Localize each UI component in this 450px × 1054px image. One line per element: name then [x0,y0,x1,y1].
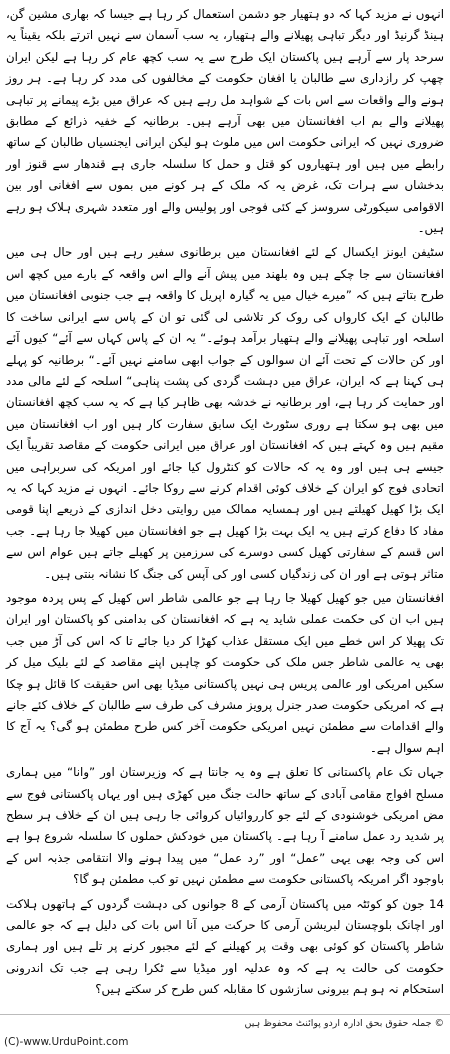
article-paragraph-2: سٹیفن ایونز ایکسال کے لئے افغانستان میں برطانوی سفیر رہے ہیں اور حال ہی میں افغانستان سے جا چکے ہیں وہ بلھند میں پیش آنے والے اس واقعہ کے بارے میں کچھ اس طرح بتاتے ہیں کہ ”میرے خیال میں یہ گیارہ اپریل کا واقعہ ہے جب جنوبی افغانستان میں طالبان کے ایک کارواں کی روک کر تلاشی لی گئی تو ان کے پاس سے ایرانی ساخت کا اسلحہ اور تباہی پھیلانے والے ہتھیار برآمد ہوئے۔“ یہ ان کے پاس کہاں سے آئے“ کیوں آئے اور کن حالات کے تحت آئے ان سوالوں کے جواب ابھی سامنے نہیں آئے۔“ برطانیہ کو پہلے ہی کہنا ہے کہ ایران، عراق میں دہشت گردی کی پشت پناہی“ اسلحہ کے لئے مالی مدد اور حمایت کر رہا ہے، اور برطانیہ نے خدشہ بھی ظاہر کیا ہے کہ یہ سب کچھ افغانستان میں بھی ہو سکتا ہے روری سٹورٹ ایک سابق سفارت کار ہیں اور اب افغانستان میں مقیم ہیں وہ کہتے ہیں کہ افغانستان اور عراق میں ایرانی حکومت کے مقاصد تقریباً ایک جیسے ہی ہیں اور وہ یہ کہ حالات کو کنٹرول کیا جائے اور امریکہ کی سربراہی میں اتحادی فوج کو ایران کے خلاف کوئی اقدام کرنے سے روکا جائے۔ انہوں نے مزید کہا کہ یہ ایک بڑا کھیل کھیلتے ہیں اور ہمسایہ ممالک میں روایتی دخل اندازی کے ذریعے اپنا قومی مفاد کا دفاع کرتے ہیں یہ ایک بہت بڑا کھیل ہے جو افغانستان میں کھیلا جا رہا ہے۔ جب اس قسم کے سفارتی کھیل کسی دوسرے کی سرزمین پر کھیلے جاتے ہیں عوام اس سے متاثر ہوتی ہے اور ان کی زندگیاں کسی اور کی آپس کی جنگ کا نشانہ بنتی ہیں۔ [6,245,444,581]
article-paragraph-4: جہاں تک عام پاکستانی کا تعلق ہے وہ یہ جانتا ہے کہ وزیرستان اور ”وانا“ میں ہماری مسلح افواج مقامی آبادی کے ساتھ حالت جنگ میں کھڑی ہیں اور یہاں پاکستانی فوج سے مض امریکی خوشنودی کے لئے جو کارروائیاں کروائی جا رہی ہیں ان کے خلاف ہر سطح پر شدید رد عمل سامنے آ رہا ہے۔ پاکستان میں خودکش حملوں کا سلسلہ شروع ہوا ہے اس کی وجہ بھی یہی ”عمل“ اور ”رد عمل“ میں پیدا ہونے والا انتقامی جذبہ اس کے باوجود اگر امریکہ پاکستانی حکومت سے مطمئن نہیں تو کب مطمئن ہو گا؟ [6,765,444,887]
article-paragraph-5: 14 جون کو کوئٹہ میں پاکستان آرمی کے 8 جوانوں کی دہشت گردوں کے ہاتھوں ہلاکت اور اچانک بلوچستان لبریشن آرمی کا حرکت میں آنا اس بات کی دلیل ہے کہ جو عالمی شاطر پاکستان کو کوئی بھی وقت پر کھیلنے کے لئے مجبور کرنے پر تلے ہیں اور ہماری حکومت کی حالت یہ ہے کہ وہ عدلیہ اور میڈیا سے ٹکرا رہی ہے جب تک اندرونی استحکام نہ ہو ہم بیرونی سازشوں کا مقابلہ کس طرح کر سکتے ہیں؟ [6,896,444,997]
site-copyright-link[interactable]: (C)-www.UrduPoint.com [4,1036,129,1048]
article-body [6,4,444,1004]
article-paragraph-3: افغانستان میں جو کھیل کھیلا جا رہا ہے جو عالمی شاطر اس کھیل کے پس پردہ موجود ہیں اب ان کی حکمت عملی شاید یہ ہے کہ افغانستان کی بدامنی کو پاکستان اور ایران تک پھیلا کر اس خطے میں ایک مستقل عذاب کھڑا کر دیا جائے تا کہ اس کی آڑ میں جب بھی یہ عالمی شاطر جس ملک کی حکومت کو چاہیں اپنے مقاصد کے لئے بلیک میل کر سکیں امریکی اور عالمی پریس ہی نہیں پاکستانی میڈیا بھی اس حقیقت کا قائل ہو چکا ہے کہ امریکی حکومت صدر جنرل پرویز مشرف کی طرف سے طالبان کے خلاف کئے جانے والے اقدامات سے مطمئن نہیں امریکی حکومت آخر کس طرح مطمئن ہو گی؟ یہ آج کا اہم سوال ہے۔ [6,590,444,755]
article-paragraph-1: انہوں نے مزید کہا کہ دو ہتھیار جو دشمن استعمال کر رہا ہے جیسا کہ بھاری مشین گن، ہینڈ گرنیڈ اور دیگر تباہی پھیلانے والے ہتھیار، یہ سب آسمان سے نہیں اترتے بلکہ یقیناً یہ سرحد پار سے آرہے ہیں پاکستان ایک طرح سے یہ سب کچھ عام کر رہا ہے لیکن ایران چھپ کر رازداری سے طالبان یا افغان حکومت کے مخالفوں کی مدد کر رہا ہے۔ ہر روز ہونے والے واقعات سے اس بات کے شواہد مل رہے ہیں کہ عراق میں بڑے پیمانے پر تباہی پھیلانے والے بم اب افغانستان میں بھی آرہے ہیں۔ برطانیہ کے خفیہ ذرائع کے مطابق ضروری نہیں کہ ایرانی حکومت اس میں ملوث ہو لیکن ایرانی ایجنسیاں طالبان کے ساتھ رابطے میں ہیں اور ہتھیاروں کو قتل و حمل کا سلسلہ جاری ہے قندھار سے قنوز اور بدخشاں سے ہرات تک، غرض یہ کہ ملک کے ہر کونے میں بموں سے افغانی اور بین الاقوامی سیکورٹی سروسز کے کئی فوجی اور پولیس والے اور متعدد شہری ہلاک ہو رہے ہیں۔ [6,7,444,236]
urdu-copyright-notice: © جملہ حقوق بحق ادارہ اردو پوائنٹ محفوظ ہیں [244,1018,444,1029]
footer-divider [0,1014,450,1015]
